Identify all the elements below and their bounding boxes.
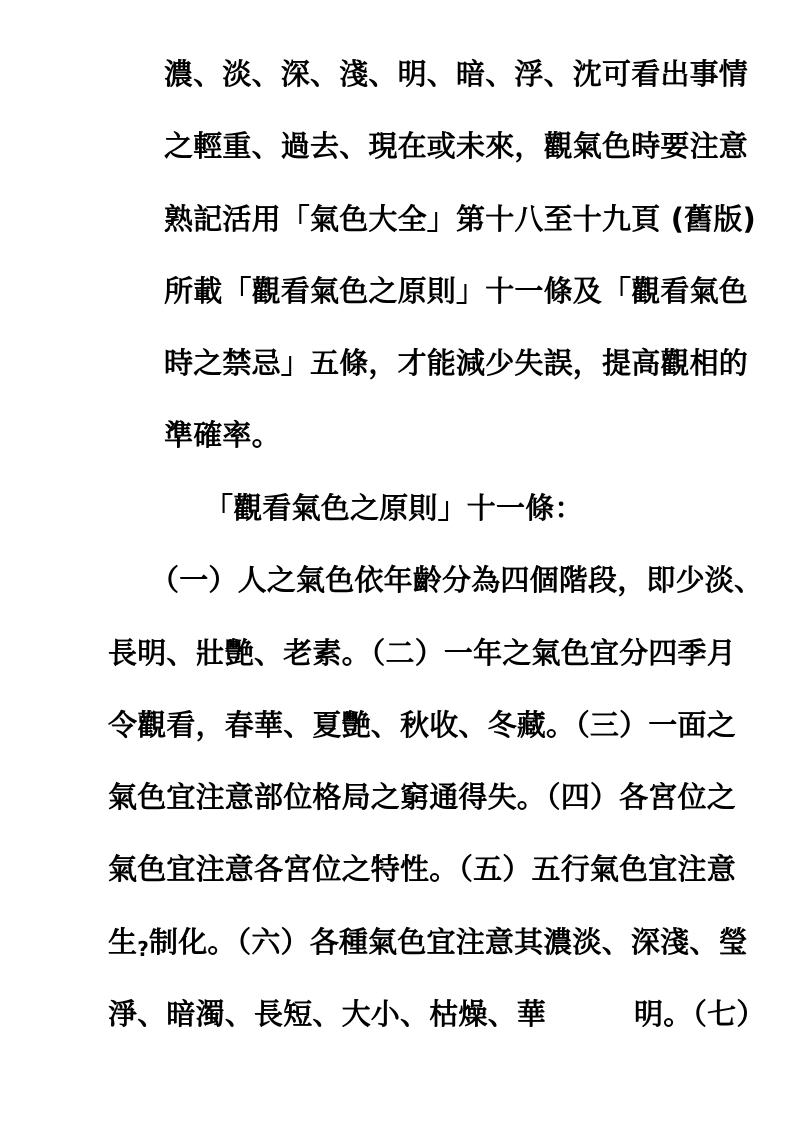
text-line: 氣色宜注意各宮位之特性。（五）五行氣色宜注意 bbox=[108, 852, 736, 886]
text-line: 之輕重、過去、現在或未來，觀氣色時要注意 bbox=[164, 129, 749, 163]
text-fragment: 生 bbox=[108, 925, 138, 959]
text-line: 時之禁忌」五條，才能減少失誤，提高觀相的 bbox=[164, 346, 749, 380]
text-line bbox=[108, 994, 766, 1034]
text-line: 熟記活用「氣色大全」第十八至十九頁 (舊版) bbox=[164, 202, 757, 236]
text-line: （一）人之氣色依年齡分為四個階段，即少淡、 bbox=[150, 563, 764, 597]
text-line: 所載「觀看氣色之原則」十一條及「觀看氣色 bbox=[164, 274, 749, 308]
text-fragment: 明。（七） bbox=[634, 997, 766, 1031]
missing-glyph: ? bbox=[137, 937, 150, 961]
text-line: 準確率。 bbox=[164, 418, 281, 452]
text-line: 氣色宜注意部位格局之窮通得失。（四）各宮位之 bbox=[108, 780, 736, 814]
text-fragment: 制化。（六）各種氣色宜注意其濃淡、深淺、瑩 bbox=[149, 925, 748, 959]
text-line bbox=[108, 922, 754, 969]
text-line: 長明、壯艷、老素。（二）一年之氣色宜分四季月 bbox=[108, 636, 736, 670]
text-line: 令觀看，春華、夏艷、秋收、冬藏。（三）一面之 bbox=[108, 708, 736, 742]
text-fragment: 淨、暗濁、長短、大小、枯燥、華 bbox=[108, 997, 547, 1031]
section-heading: 「觀看氣色之原則」十一條： bbox=[204, 491, 584, 525]
text-line: 濃、淡、深、淺、明、暗、浮、沈可看出事情 bbox=[164, 57, 749, 91]
